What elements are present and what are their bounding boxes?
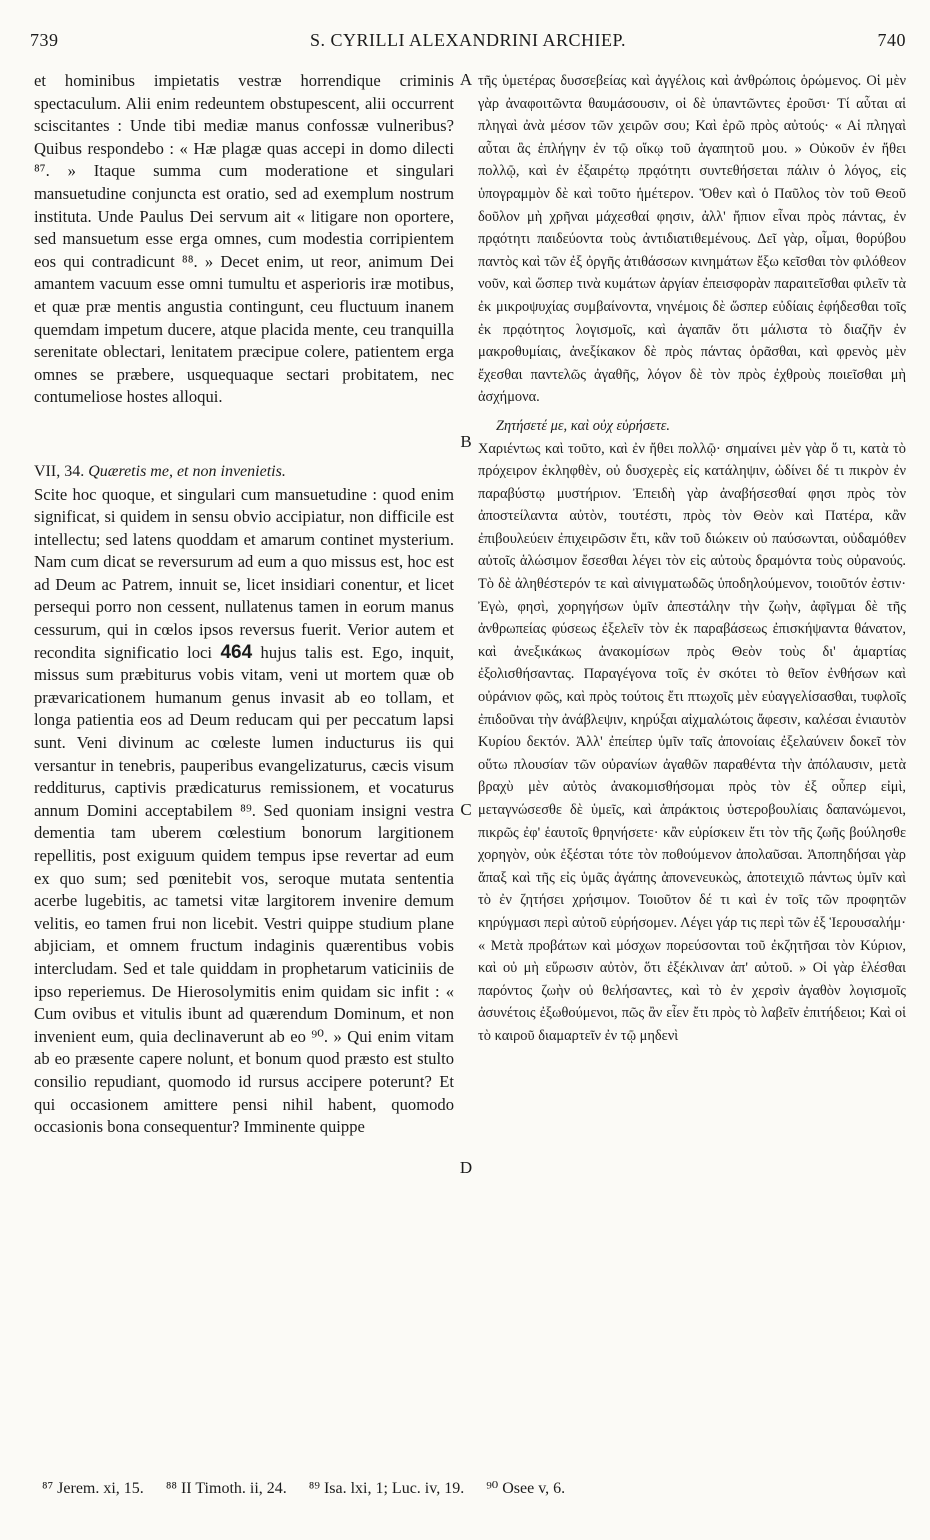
edition-page-number: 464 <box>220 641 253 663</box>
latin-paragraph-2-part-a: Scite hoc quoque, et singulari cum mansuetudine : quod enim significat, si quidem in sensu obvio accipiatur, non difficile est intellectu; sed latens quoddam et amarum continet mysterium. Nam cum dicat se reversurum ad eum a quo missus est, hoc est ad Deum ac Patrem, innuit se, licet insidiari conentur, et licet persequi porro non cessent, nullatenus tamen in eorum manus cessurum, qui in cœlos ipsos reversus fuerit. Verior autem et recondita significatio loci <box>34 484 454 662</box>
latin-section-heading <box>34 461 454 484</box>
margin-marker-d: D <box>459 1158 473 1177</box>
latin-paragraph-1: et hominibus impietatis vestræ horrendique criminis spectaculum. Alii enim redeuntem obstupescent, alii occurrent sciscitantes : Unde tibi mediæ manus confossæ vulneribus? Quibus respondebo : « Hæ plagæ quas accepi in domo dilecti ⁸⁷. » Itaque summa cum moderatione et singulari mansuetudine conjuncta est oratio, sed ad exemplum nostrum instituta. Unde Paulus Dei servum ait « litigare non oportere, sed mansuetum esse erga omnes, cum modestia corripientem eos qui contradicunt ⁸⁸. » Decet enim, ut reor, animum Dei amantem vacuum esse omni tumultu et asperioris iræ motibus, et quæ præ mentis angustia contingunt, ceu fluctuum inanem quemdam impetum ducere, atque placida mente, ceu tranquilla serenitate oblectari, lenitatem præcipue colere, patientem erga omnes se præbere, usquequaque sectari probitatem, nec contumeliose hostes alloqui. <box>34 71 454 407</box>
running-title: S. CYRILLI ALEXANDRINI ARCHIEP. <box>309 30 626 50</box>
footnote-90: ⁹⁰ Osee v, 6. <box>486 1480 566 1497</box>
footnote-88: ⁸⁸ II Timoth. ii, 24. <box>165 1480 287 1497</box>
page-number-right: 740 <box>877 30 906 50</box>
greek-paragraph-2: Χαριέντως καὶ τοῦτο, καὶ ἐν ἤθει πολλῷ· σημαίνει μὲν γὰρ ὅ τι, κατὰ τὸ πρόχειρον ἐκληφθὲν, οὐ δυσχερὲς εἰς κατάληψιν, ὠδίνει δέ τι πικρὸν ἐν παραβύστῳ μυστήριον. Ἐπειδὴ γὰρ ἀναβήσεσθαί φησι πρὸς τὸν ἀποστείλαντα αὐτὸν, τουτέστι, πρὸς τὸν Θεὸν καὶ Πατέρα, κἂν ἐπιβουλεύειν ἐπιχειρῶσιν ἔτι, κἂν τοῦ διώκειν οὐ παύσωνται, οὐδαμόθεν αὐτοῖς ἁλώσιμον ἔσεσθαι λέγει τὸν εἰς αὐτοὺς δραμόντα τοὺς οὐρανούς. Τὸ δὲ ἀληθέστερόν τε καὶ αἰνιγματωδῶς ὑποδηλούμενον, τοιοῦτόν ἐστιν· Ἐγὼ, φησὶ, χορηγήσων ὑμῖν ἀπεστάλην τὴν ζωὴν, ἀφῖγμαι δὲ τῆς ἀνθρωπείας φύσεως ἐξελεῖν τὸν ἐκ παραβάσεως ἐπισκήψαντα θάνατον, καὶ ἀνεξικάκως ἀνακομίσων πρὸς Θεὸν τοὺς δι' ἁμαρτίας ἐξολισθήσαντας. Παραγέγονα τοῖς ἐν σκότει τὸ θεῖον ἐνθήσων καὶ οὐράνιον φῶς, καὶ πρὸς τούτοις ἔτι πτωχοῖς μὲν εὐαγγελίσασθαι, τυφλοῖς ἐπιδοῦναι τὴν ἀνάβλεψιν, κηρύξαι αἰχμαλώτοις ἄφεσιν, καλέσαι ἐνιαυτὸν Κυρίου δεκτόν. Ἀλλ' ἐπείπερ ὑμῖν ταῖς ἀπονοίαις ἐξελαύνειν δοκεῖ τὸν οὕτω πλουσίαν τῶν οὐρανίων ἀγαθῶν παραθέντα τὴν ἀπόλαυσιν, μετὰ βραχὺ μὲν αὐτὸς ἀνακομισθήσομαι πρὸς τὸν ἐξ οὗπερ εἰμὶ, μεταγνώσεσθε δὲ ὑμεῖς, καὶ ἀπράκτοις ὑστεροβουλίαις δαπανώμενοι, πικρῶς ἐφ' ἑαυτοῖς θρηνήσετε· κἂν εὑρίσκειν ἔτι τὸν τῆς ζωῆς βούλησθε χορηγὸν, οὐκ ἐξέσται τότε τὸν ποθούμενον ἀπολαῦσαι. Ἀποπηδήσαι γὰρ ἅπαξ καὶ τῆς εἰς ὑμᾶς ἀγάπης ἀπονενευκὼς, ἀποτειχιῶ πάντως ὑμῖν καὶ τὸ ἐν ζητήσει χρήσιμον. Τοιοῦτον δέ τι καὶ ἐν τοῖς τῶν προφητῶν κηρύγμασι περὶ αὐτοῦ εὑρήσομεν. Λέγει γάρ τις περὶ τῶν ἐξ Ἱερουσαλήμ· « Μετὰ προβάτων καὶ μόσχων πορεύσονται τοῦ ἐκζητῆσαι τὸν Κύριον, καὶ οὐ μὴ εὕρωσιν αὐτὸν, ὅτι ἐξέκλιναν ἀπ' αὐτοῦ. » Οἱ γὰρ ἑλέσθαι παρόντος ζωὴν οὐ θελήσαντες, καὶ τὸ ἐν χερσὶν ἀγαθὸν λογισμοῖς ἀσυνέτοις ἐξωθούμενοι, πῶς ἂν εἶεν ἔτι πρὸς τὸ λαβεῖν ἐπιτήδειοι; Καὶ οἱ τὸ καιροῦ διαμαρτεῖν ἐν τῷ μηδενὶ <box>478 440 906 1044</box>
footnote-87: ⁸⁷ Jerem. xi, 15. <box>42 1480 144 1497</box>
latin-paragraph-2-part-b: hujus talis est. Ego, inquit, missus sum præbiturus vobis vitam, veni ut mortem quæ ob prævaricationem humanum genus invasit ab eo tollam, et longa patientia eos ad Deum reducam qui per peccatum lapsi sunt. Veni divinum ac cœleste lumen inducturus iis qui versantur in tenebris, pauperibus evangelizaturus, cæcis visum redditurus, captivis prædicaturus remissionem, et vocaturus annum Domini acceptabilem ⁸⁹. Sed quoniam insigni vestra dementia tam uberem cœlestium bonorum largitionem repellitis, post exiguum quidem tempus ipse revertar ad eum ex quo sum; sed pœnitebit vos, seroque mutata sententia acerbe lugebitis, ac tametsi vitæ largitorem invenire demum velitis, eo tamen frui non licebit. Vestri quippe studium plane abjiciam, et omnem fructum indaginis quærentibus vobis intercludam. Sed et tale quiddam in prophetarum vaticiniis de ipso reperiemus. De Hierosolymitis enim quidam sic infit : « Cum ovibus et vitulis ibunt ad quærendum Dominum, et non invenient eum, quia declinaverunt ab eo ⁹⁰. » Qui enim vitam ab eo præsente capere nolunt, et bonum quod præsto est stulto consilio repudiant, quomodo id rursus accipere poterunt? Et qui occasionem amittere pensi nihil habent, quomodo occasionis bona consequentur? Imminente quippe <box>34 642 454 1137</box>
margin-marker-c: C <box>460 800 472 819</box>
margin-marker-a: A <box>459 70 473 89</box>
latin-section-number: VII, 34. <box>34 462 85 480</box>
greek-section-title: Ζητήσετέ με, καὶ οὐχ εὑρήσετε. <box>496 417 671 434</box>
footnotes <box>42 1478 902 1498</box>
latin-paragraph-2 <box>34 484 454 1139</box>
latin-section-title: Quæretis me, et non invenietis. <box>88 462 286 480</box>
greek-paragraph-1: τῆς ὑμετέρας δυσσεβείας καὶ ἀγγέλοις καὶ ἀνθρώποις ὁρώμενος. Οἱ μὲν γὰρ ἀναφοιτῶντα θαυμάσουσιν, οἱ δὲ ὑπαντῶντες ἐροῦσι· Τί αὗται αἱ πληγαὶ ἀνὰ μέσον τῶν χειρῶν σου; Καὶ ἐρῶ πρὸς αὐτούς· « Αἱ πληγαὶ αὗται ἃς ἐπλήγην ἐν τῷ οἴκῳ τοῦ ἀγαπητοῦ μου. » Οὐκοῦν ἐν ἤθει πολλῷ, καὶ ἐν ἐξαιρέτῳ πρᾳότητι συντεθήσεται πάλιν ὁ λόγος, εἰς ὑπογραμμὸν δὲ καὶ τοῦτο ἡμέτερον. Ὅθεν καὶ ὁ Παῦλος τὸν τοῦ Θεοῦ δοῦλον μὴ χρῆναι μάχεσθαί φησιν, ἀλλ' ἤπιον εἶναι πρὸς πάντας, ἐν πρᾳότητι παιδεύοντα τοὺς ἀντιδιατιθεμένους. Δεῖ γὰρ, οἶμαι, θορύβου παντὸς καὶ τῶν ἐξ ὀργῆς ἀτιθάσσων κινημάτων ἔξω κεῖσθαι τὸν φιλόθεον νοῦν, καὶ ὥσπερ τινὰ κυμάτων ἀργίαν ἐπεισφορὰν παραιτεῖσθαι φιλεῖν τὰ ἐκ μικροψυχίας συμβαίνοντα, νηνέμοις δὲ ὥσπερ εὐδίαις ἐφήδεσθαι τοῖς ἐκ πρᾳότητος λογισμοῖς, καὶ ἀγαπᾶν ὅτι μάλιστα τὸ διαζῆν ἐν μακροθυμίαις, ἀνεξίκακον δὲ πρὸς πάντας ὁρᾶσθαι, καὶ φρενὸς μὲν ἔχεσθαι παντελῶς ἀγαθῆς, λόγον δὲ τὸν πρὸς ἐχθροὺς ποιεῖσθαι μὴ ἀσχήμονα. <box>478 73 906 406</box>
page-number-left: 739 <box>30 30 59 50</box>
footnote-89: ⁸⁹ Isa. lxi, 1; Luc. iv, 19. <box>308 1480 465 1497</box>
page-header <box>30 30 906 54</box>
latin-column <box>34 70 454 1139</box>
greek-column <box>478 70 906 1048</box>
margin-marker-b: B <box>460 432 472 451</box>
